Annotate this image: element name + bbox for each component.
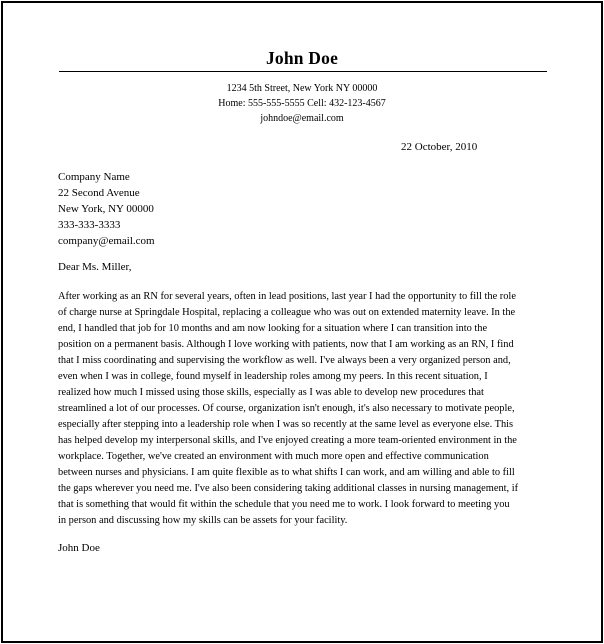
body-line: end, I handled that job for 10 months and am now looking for a situation where I can transition into the <box>58 323 488 334</box>
body-line: even when I was in college, found myself in leadership roles among my peers. In this recent situation, I <box>58 371 488 382</box>
sender-phones: Home: 555-555-5555 Cell: 432-123-4567 <box>218 98 386 109</box>
salutation: Dear Ms. Miller, <box>58 261 132 273</box>
body-line: the gaps wherever you need me. I've also been considering taking additional classes in nursing management, if <box>58 483 519 494</box>
recipient-address-block <box>58 169 155 249</box>
letter-body <box>58 289 562 529</box>
body-line: in person and discussing how my skills can be assets for your facility. <box>58 515 348 526</box>
recipient-email: company@email.com <box>58 235 155 247</box>
header-divider <box>59 71 547 72</box>
sender-email: johndoe@email.com <box>260 113 344 124</box>
body-line: that I miss coordinating and supervising the workflow as well. I've always been a very organized person and, <box>58 355 511 366</box>
letter-date: 22 October, 2010 <box>401 141 478 153</box>
body-line: position on a permanent basis. Although I love working with patients, now that I am working as an RN, I find <box>58 339 514 350</box>
body-line: especially after stepping into a leadership role when I was so recently at the same level as everyone else. This <box>58 419 514 430</box>
recipient-street: 22 Second Avenue <box>58 187 140 199</box>
letter-page <box>1 1 603 643</box>
sender-name-heading: John Doe <box>265 48 339 68</box>
recipient-phone: 333-333-3333 <box>58 219 121 231</box>
body-line: has helped develop my interpersonal skills, and I've enjoyed creating a more team-oriented environment in the <box>58 435 517 446</box>
recipient-city: New York, NY 00000 <box>58 203 154 215</box>
body-line: workplace. Together, we've created an environment with much more open and effective communication <box>58 451 489 462</box>
body-line: between nurses and physicians. I am quite flexible as to what shifts I can work, and am willing and able to fill <box>58 467 515 478</box>
sender-address: 1234 5th Street, New York NY 00000 <box>226 83 378 94</box>
body-line: that is something that would fit within the schedule that you need me to work. I look forward to meeting you <box>58 499 510 510</box>
body-line: of charge nurse at Springdale Hospital, replacing a colleague who was out on extended maternity leave. In the <box>58 307 516 318</box>
signature-name: John Doe <box>58 542 100 554</box>
body-line: streamlined a lot of our processes. Of course, organization isn't enough, it's also necessary to motivate people, <box>58 403 515 414</box>
recipient-company: Company Name <box>58 171 130 183</box>
body-line: realized how much I missed using those skills, especially as I was able to develop new procedures that <box>58 387 484 398</box>
body-line: After working as an RN for several years, often in lead positions, last year I had the opportunity to fill the role <box>58 291 516 302</box>
